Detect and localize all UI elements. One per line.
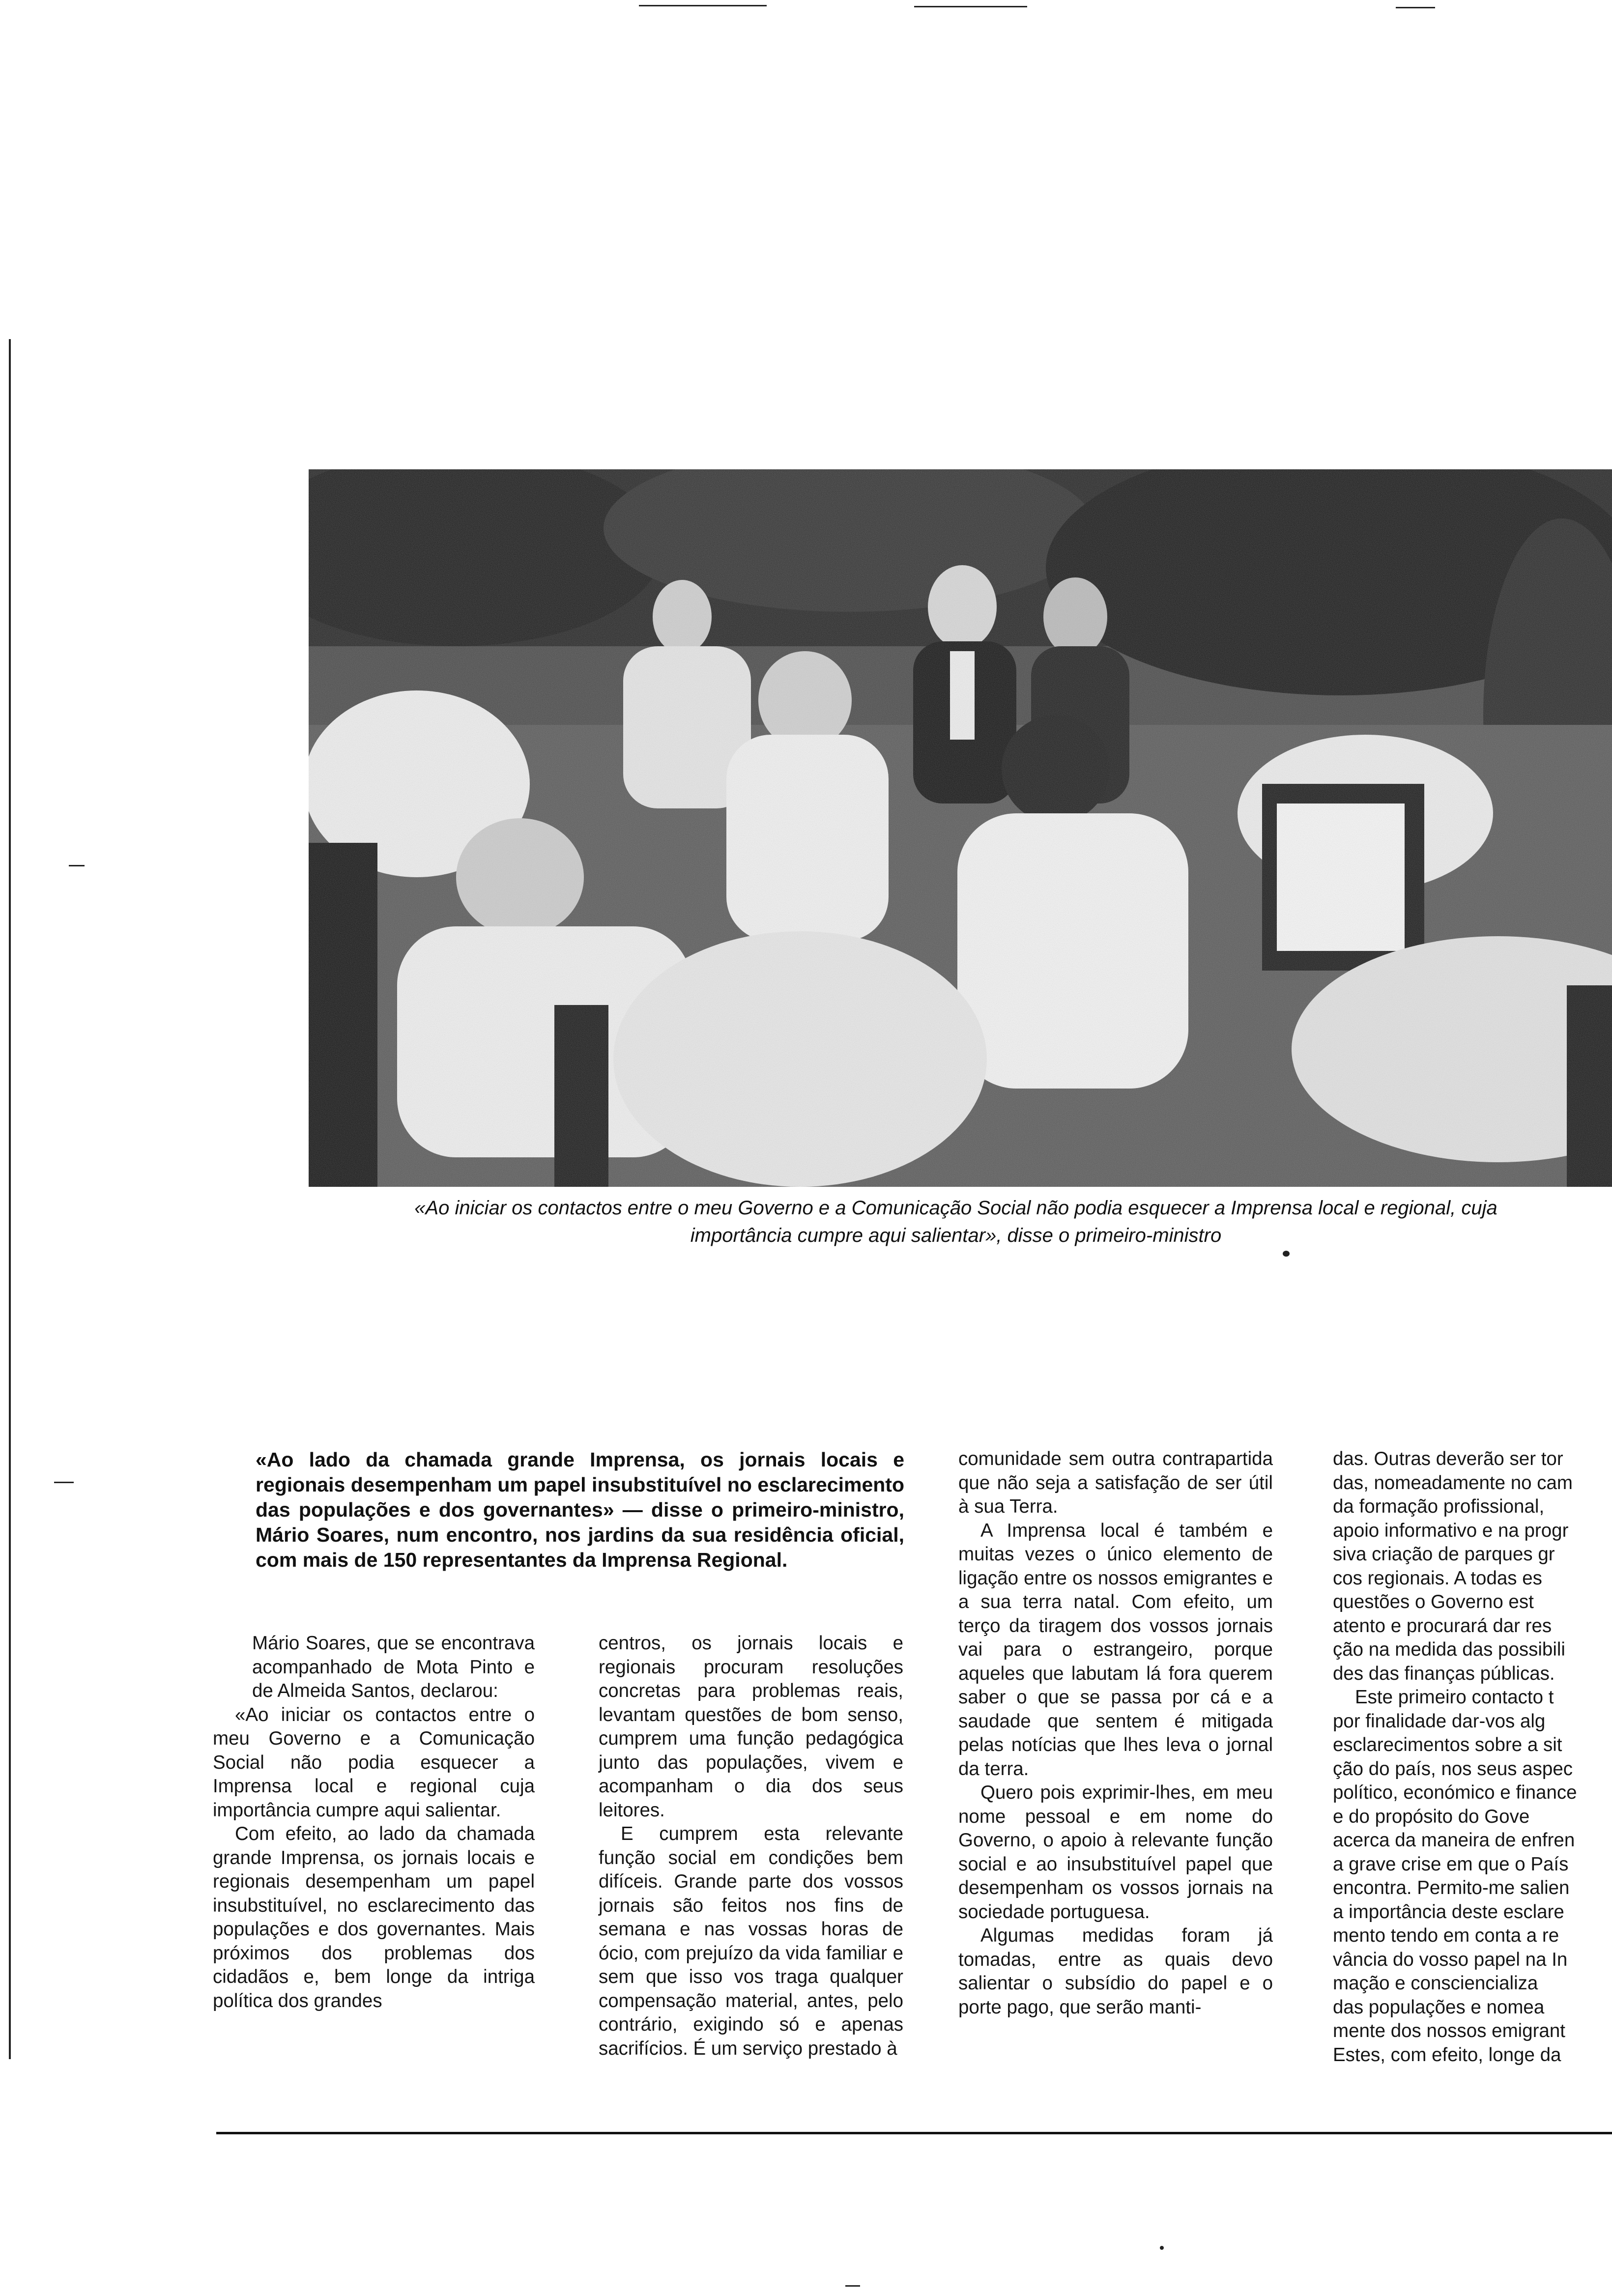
text-line: mente dos nossos emigrant (1333, 2020, 1565, 2041)
text-line: atento e procurará dar res (1333, 1615, 1552, 1636)
text-line: cos regionais. A todas es (1333, 1567, 1542, 1589)
caption-line-2: importância cumpre aqui salientar», disse o primeiro-ministro (690, 1225, 1222, 1246)
text-line: encontra. Permito-me salien (1333, 1877, 1570, 1898)
scan-left-edge (9, 339, 11, 2059)
text-line: das, nomeadamente no cam (1333, 1472, 1573, 1493)
paragraph: centros, os jornais locais e regionais procuram resoluções concretas para problemas reais, levantam questões de bom senso, cumprem uma função pedagógica junto das populações, vivem e acompanham o dia dos seus leitores. (599, 1633, 903, 1821)
text-line: esclarecimentos sobre a sit (1333, 1734, 1562, 1755)
text-line: das. Outras deverão ser tor (1333, 1448, 1563, 1469)
paragraph: E cumprem esta relevante função social em condições bem difíceis. Grande parte dos vossos jornais são feitos nos fins de semana e nas vossas horas de ócio, com prejuízo da vida familiar e sem que isso vos traga qualquer compensação material, antes, pelo contrário, exigindo só e apenas sacrifícios. É um serviço prestado à (599, 1823, 903, 2059)
text-line: des das finanças públicas. (1333, 1663, 1555, 1684)
scan-side-mark (69, 865, 85, 866)
text-line: mação e consciencializa (1333, 1973, 1538, 1994)
text-line: por finalidade dar-vos alg (1333, 1710, 1546, 1732)
scan-top-mark (639, 5, 767, 6)
text-line: vância do vosso papel na In (1333, 1949, 1568, 1970)
paragraph: Algumas medidas foram já tomadas, entre as quais devo salientar o subsídio do papel e o porte pago, que serão manti- (958, 1925, 1273, 2018)
news-photo (309, 469, 1612, 1187)
paragraph: Mário Soares, que se encontrava acompanhado de Mota Pinto e de Almeida Santos, declarou: (252, 1633, 535, 1701)
paragraph: Quero pois exprimir-lhes, em meu nome pessoal e em nome do Governo, o apoio à relevante função social e ao insubstituível papel que desempenham os vossos jornais na sociedade portuguesa. (958, 1782, 1273, 1923)
paragraph: comunidade sem outra contrapartida que não seja a satisfação de ser útil à sua Terra. (958, 1448, 1273, 1517)
text-line: questões o Governo est (1333, 1591, 1534, 1612)
scan-top-mark (1396, 7, 1435, 8)
text-line: acerca da maneira de enfren (1333, 1830, 1575, 1851)
text-line: apoio informativo e na progr (1333, 1520, 1569, 1541)
paragraph: «Ao iniciar os contactos entre o meu Governo e a Comunicação Social não podia esquecer a Imprensa local e regional cuja importância cumpre aqui salientar. (213, 1704, 535, 1821)
article-column-4-cropped (1333, 1447, 1612, 2067)
paragraph: A Imprensa local é também e muitas vezes o único elemento de ligação entre os nossos emigrantes e a sua terra natal. Com efeito, um terço da tiragem dos vossos jornais vai para o estrangeiro, porque aqueles que labutam lá fora querem saber o que se passa por cá e a saudade que sentem é mitigada pelas notícias que lhes leva o jornal da terra. (958, 1520, 1273, 1779)
text-line: ção na medida das possibili (1333, 1639, 1565, 1660)
text-line: Este primeiro contacto t (1355, 1687, 1554, 1708)
text-line: das populações e nomea (1333, 1996, 1545, 2018)
text-line: Estes, com efeito, longe da (1333, 2044, 1561, 2066)
article-column-2 (599, 1632, 903, 2061)
scan-side-mark (54, 1482, 74, 1483)
photo-caption (300, 1194, 1612, 1249)
text-line: político, económico e finance (1333, 1782, 1577, 1803)
text-line: a importância deste esclare (1333, 1901, 1564, 1923)
text-line: e do propósito do Gove (1333, 1806, 1530, 1827)
speck (845, 2285, 860, 2287)
text-line: siva criação de parques gr (1333, 1544, 1555, 1565)
text-line: a grave crise em que o País (1333, 1853, 1569, 1875)
paragraph: Com efeito, ao lado da chamada grande Imprensa, os jornais locais e regionais desempenham um papel insubstituível, no esclarecimento das populações e dos governantes. Mais próximos dos problemas dos cidadãos e, bem longe da intriga política dos grandes (213, 1823, 535, 2011)
article-column-3 (958, 1447, 1273, 2019)
photo-image (309, 469, 1612, 1187)
lead-paragraph: «Ao lado da chamada grande Imprensa, os jornais locais e regionais desempenham um papel insubstituível no esclarecimento das populações e dos governantes» — disse o primeiro-ministro, Mário Soares, num encontro, nos jardins da sua residência oficial, com mais de 150 representantes da Imprensa Regional. (256, 1448, 904, 1571)
article-column-1 (213, 1632, 535, 2013)
scan-top-mark (914, 6, 1027, 7)
speck (1160, 2246, 1164, 2250)
bottom-rule (216, 2132, 1612, 2134)
text-line: ção do país, nos seus aspec (1333, 1758, 1573, 1779)
text-line: da formação profissional, (1333, 1496, 1545, 1517)
text-line: mento tendo em conta a re (1333, 1925, 1559, 1946)
caption-line-1: «Ao iniciar os contactos entre o meu Governo e a Comunicação Social não podia esquecer a Imprensa local e regional, cuja (414, 1197, 1497, 1219)
speck (1283, 1251, 1290, 1257)
